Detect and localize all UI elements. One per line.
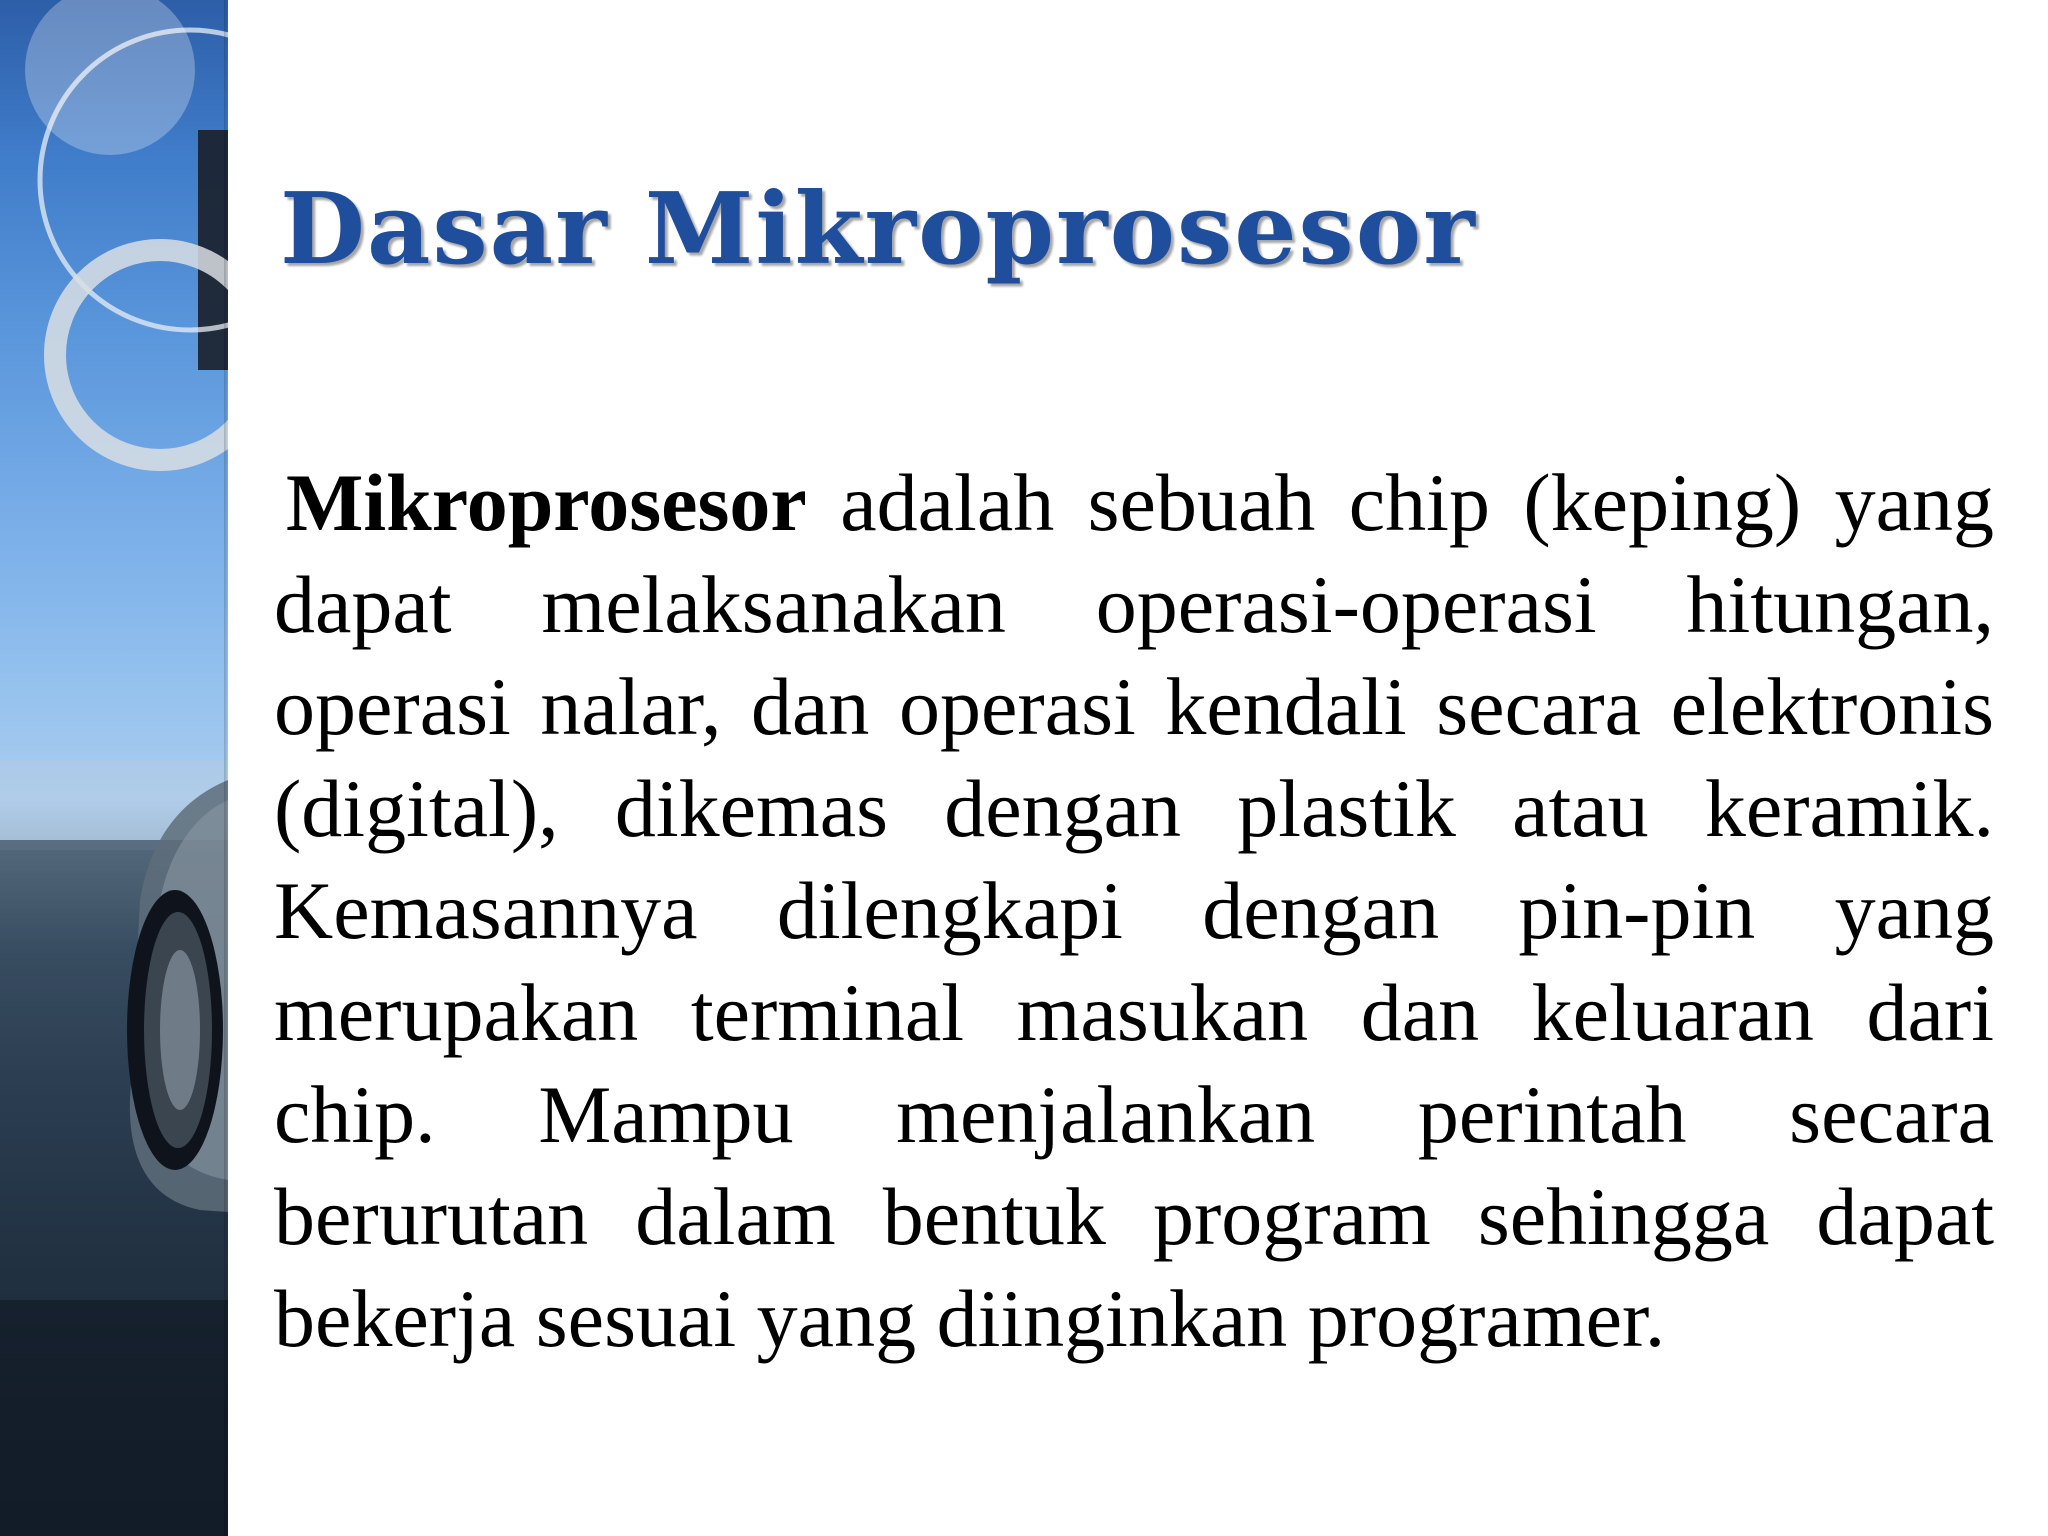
car-photo-image (0, 0, 228, 1536)
panel-edge-shadow (224, 0, 228, 1536)
decorative-side-panel (0, 0, 228, 1536)
slide-title: Dasar Mikroprosesor (280, 172, 1477, 287)
defined-term: Mikroprosesor (286, 457, 807, 548)
slide-body-paragraph (274, 452, 1994, 1370)
definition-text: adalah sebuah chip (keping) yang dapat melaksanakan operasi-operasi hitungan, operasi nalar, dan operasi kendali secara elektronis (digital), dikemas dengan plastik atau keramik. Kemasannya dilengkapi dengan pin-pin yang merupakan terminal masukan dan keluaran dari chip. Mampu menjalankan perintah secara berurutan dalam bentuk program sehingga dapat bekerja sesuai yang diinginkan programer. (274, 457, 1994, 1364)
